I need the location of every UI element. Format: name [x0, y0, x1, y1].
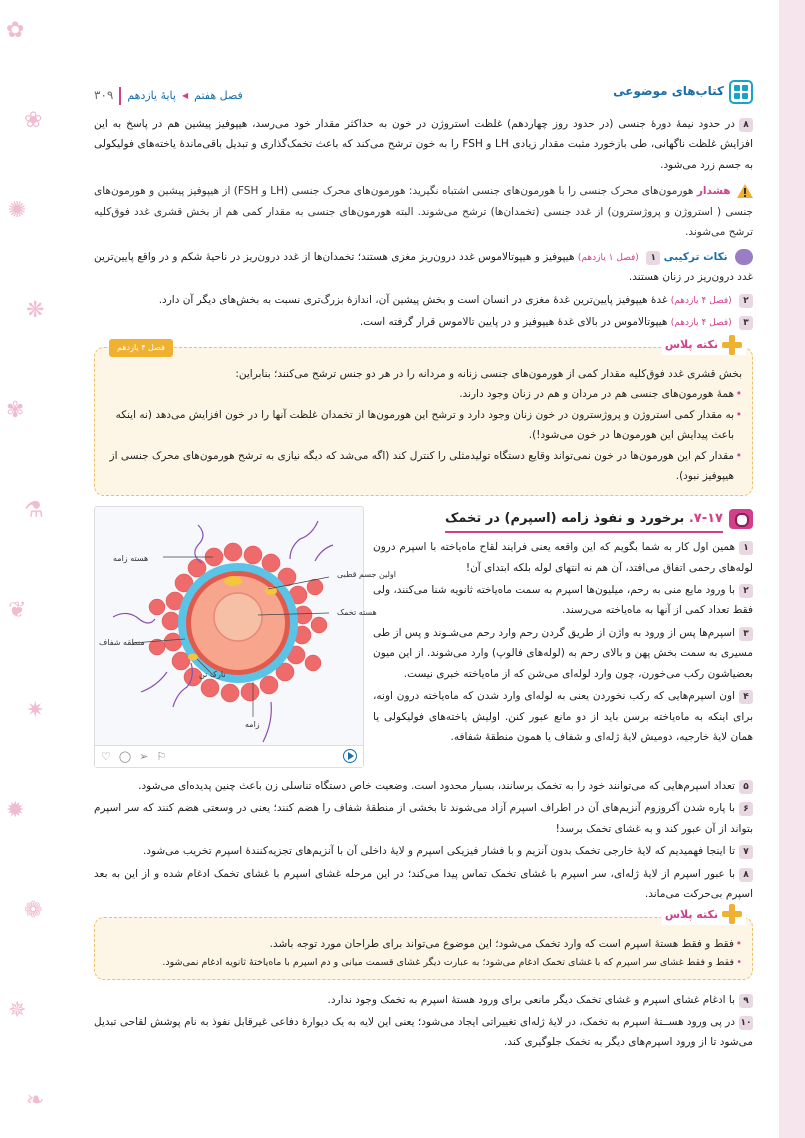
triangle-icon: ◀ — [181, 90, 189, 100]
combo-item — [94, 290, 753, 311]
section-item — [94, 864, 753, 905]
breadcrumb — [94, 84, 243, 107]
fertilization-figure — [94, 506, 396, 768]
combo-item — [94, 247, 753, 288]
page-header — [94, 76, 753, 114]
sperm-head — [188, 653, 198, 660]
plus-note-header — [661, 904, 746, 925]
combo-notes — [94, 247, 753, 333]
plus-note-box — [94, 907, 753, 980]
share-tools — [101, 746, 166, 767]
comment-icon[interactable]: ◯ — [118, 749, 132, 763]
cell-doodle-icon: ✾ — [6, 398, 25, 423]
section-item — [94, 841, 753, 861]
item-number: ۸ — [739, 118, 753, 132]
list-item: • فقط و فقط غشای سر اسپرم که با غشای تخمک ادغام می‌شود؛ به عبارت دیگر غشای قسمت میانی و دم اسپرم با ماه‌یاختهٔ ثانویه ادغام نمی‌شود. — [105, 954, 742, 973]
plus-note-box — [94, 337, 753, 496]
section-item — [94, 776, 753, 796]
grade-label: پایهٔ یازدهم — [127, 88, 176, 102]
star-doodle-icon: ✺ — [8, 198, 27, 223]
combo-item — [94, 312, 753, 333]
play-icon[interactable] — [343, 749, 357, 763]
section-item — [373, 686, 753, 747]
leaf-doodle-icon: ❧ — [26, 1088, 45, 1113]
page-number: ۳۰۹ — [94, 88, 114, 102]
item-number: ۲ — [739, 294, 753, 308]
bookmark-icon[interactable]: ⚐ — [156, 749, 167, 763]
heart-icon[interactable]: ♡ — [101, 749, 111, 763]
item-number: ۱۰ — [740, 1018, 752, 1028]
egg-cell-illustration — [93, 507, 363, 747]
section-heading — [445, 506, 723, 533]
flask-doodle-icon: ⚗ — [24, 498, 44, 523]
item-number: ۳ — [739, 627, 753, 641]
label-egg-nucleus: هسته تخمک — [337, 607, 377, 617]
chapter-ribbon: فصل ۴ یازدهم — [109, 339, 173, 357]
section-number: ۷-۱۷. — [688, 510, 723, 526]
section-item-text: همین اول کار به شما بگویم که این واقعه یعنی فرایند لقاح ماه‌یاخته با اسپرم درون لوله‌های رحمی اتفاق می‌افتد، آن هم نه انتهای لوله بلکه ابتدای آن! — [373, 541, 753, 574]
section-item-text: اون اسپرم‌هایی که رکب نخوردن یعنی به لوله‌ای وارد شدن که ماه‌یاخته درون اونه، برای اینکه به ماه‌یاخته برسن باید از دو مانع عبور کنن. اولیش یاخته‌های فولیکولی یا همان لایهٔ خارجیه، دومیش لایهٔ ژله‌ای و شفاف یا همون منطقهٔ شفافه. — [373, 690, 753, 744]
send-icon[interactable]: ➢ — [139, 749, 149, 763]
section-item-text: تعداد اسپرم‌هایی که می‌توانند خود را به تخمک برسانند، بسیار محدود است. وضعیت خاص دستگاه تناسلی زن باعث چنین پدیده‌ای می‌شود. — [138, 779, 735, 792]
section-item-text: با ورود مایع منی به رحم، میلیون‌ها اسپرم به سمت ماه‌یاخته ثانویه شنا می‌کنند، ولی فقط تعداد کمی از آنها به ماه‌یاخته می‌رسند. — [373, 584, 753, 617]
virus-doodle-icon: ✹ — [6, 798, 25, 823]
warning-text: هورمون‌های محرک جنسی را با هورمون‌های جنسی اشتباه نگیرید: هورمون‌های محرک جنسی (LH و FSH) از هیپوفیز پیشین و هورمون‌های جنسی ( استروژن و پروژسترون) از غدد جنسی (تخمدان‌ها) ترشح می‌شوند. البته هورمون‌های جنسی به مقدار کمی هم از بخش قشری غدد فوق‌کلیه ترشح می‌شوند. — [94, 185, 753, 239]
plus-note-label: نکته پلاس — [664, 907, 718, 921]
brand — [613, 80, 753, 104]
section-item — [94, 990, 753, 1010]
egg-nucleus — [214, 593, 262, 641]
section-item-text: در پی ورود هســتهٔ اسپرم به تخمک، در لایهٔ ژله‌ای تغییراتی ایجاد می‌شود؛ یعنی این لایه به یک دیوارهٔ دفاعی غیرقابل نفوذ به نام پوشش لقاحی تبدیل می‌شود تا از ورود اسپرم‌های دیگر به تخمک جلوگیری کند. — [94, 1016, 753, 1049]
continued-items — [94, 776, 753, 905]
item-number: ۵ — [739, 780, 753, 794]
warning-tag: هشدار — [696, 185, 731, 198]
label-tail: تارک تن — [199, 669, 226, 679]
page-edge-strip — [779, 0, 805, 1138]
section-item — [94, 1012, 753, 1053]
intro-text: در حدود نیمهٔ دورهٔ جنسی (در حدود روز چهاردهم) غلظت استروژن در خون به حداکثر مقدار خود می‌رسد، هیپوفیز پیشین هم در پاسخ به این افزایش غلظت ناگهانی، طی بازخورد مثبت مقدار زیادی LH و FSH را به خون ترشح می‌کند که باعث تخمک‌گذاری و تبدیل باقی‌ماندهٔ یاخته‌های فولیکولی به جسم زرد می‌شود. — [94, 118, 753, 171]
section-title — [373, 506, 753, 533]
section-item-text: اسپرم‌ها پس از ورود به واژن از طریق گردن رحم وارد رحم می‌شـوند و پس از طی مسیری به سمت بخش پهن و بالای رحم به (لوله‌های فالوپ) وارد می‌شوند. از این میون بعضیاشون رکب می‌خورن، چون وارد لوله‌ای می‌شن که از ماه‌یاخته خبری نیست. — [373, 626, 753, 680]
combo-title: نکات ترکیبی — [663, 250, 728, 263]
book-grid-icon — [729, 80, 753, 104]
plus-note-list — [105, 384, 742, 486]
list-item: • فقط و فقط هستهٔ اسپرم است که وارد تخمک می‌شود؛ این موضوع می‌تواند برای طراحان مورد توجه باشد. — [105, 934, 742, 954]
plus-note-lead: بخش قشری غدد فوق‌کلیه مقدار کمی از هورمون‌های جنسی زنانه و مردانه را در هر دو جنس ترشح می‌کنند؛ بنابراین: — [235, 367, 742, 380]
item-number: ۱ — [646, 251, 660, 265]
page-content — [94, 76, 753, 1055]
polar-body — [224, 576, 242, 586]
intro-paragraph — [94, 114, 753, 175]
item-number: ۱ — [739, 541, 753, 555]
chapter-chip: (فصل ۴ یازدهم) — [670, 318, 732, 329]
warning-note — [94, 181, 753, 242]
section-text — [373, 506, 753, 750]
section-item-text: با ادغام غشای اسپرم و غشای تخمک دیگر مانعی برای ورود هستهٔ اسپرم به تخمک وجود ندارد. — [327, 993, 735, 1006]
flower-doodle-icon: ❁ — [24, 898, 43, 923]
section-title-text: برخورد و نفوذ زامه (اسپرم) در تخمک — [445, 510, 685, 526]
sparkle-doodle-icon: ✷ — [26, 698, 45, 723]
brand-title: کتاب‌های موضوعی — [613, 84, 724, 99]
label-polar-body: اولین جسم قطبی — [337, 569, 396, 579]
item-number: ۷ — [739, 845, 753, 859]
item-number: ۳ — [739, 316, 753, 330]
label-zona: منطقه شفاف — [99, 637, 145, 647]
section-item — [373, 537, 753, 578]
leaf-doodle-icon: ❦ — [8, 598, 27, 623]
combo-text: هیپوفیز و هیپوتالاموس غدد درون‌ریز مغزی هستند؛ تخمدان‌ها از غدد درون‌ریز در ناحیهٔ شکم و در واقع پایین‌ترین غدد درون‌ریز در زنان هستند. — [94, 250, 753, 284]
label-sperm-nucleus: هسته زامه — [113, 553, 149, 563]
combo-text: هیپوتالاموس در بالای غدهٔ هیپوفیز و در پایین تالاموس قرار گرفته است. — [359, 316, 668, 329]
section-item-text: با عبور اسپرم از لایهٔ ژله‌ای، سر اسپرم با غشای تخمک تماس پیدا می‌کند؛ در این مرحله غشای اسپرم با غشای تخمک ادغام شده و از این به بعد اسپرم بی‌حرکت می‌ماند. — [94, 867, 753, 901]
item-number: ۶ — [739, 802, 753, 816]
camera-icon — [729, 509, 753, 529]
combo-text: غدهٔ هیپوفیز پایین‌ترین غدهٔ مغزی در انسان است و بخش پیشین آن، اندازهٔ بزرگ‌تری نسبت به بخش‌های دیگر آن دارد. — [158, 293, 668, 306]
plus-note-list — [105, 934, 742, 973]
dna-doodle-icon: ✿ — [6, 18, 25, 43]
warning-triangle-icon — [737, 184, 753, 198]
divider — [119, 87, 121, 105]
chapter-chip: (فصل ۴ یازدهم) — [670, 295, 732, 306]
section-item — [94, 798, 753, 839]
chapter-label: فصل هفتم — [194, 88, 243, 102]
plus-note-header — [661, 334, 746, 355]
plus-icon — [722, 335, 742, 355]
flower-doodle-icon: ❀ — [24, 108, 43, 133]
link-icon — [735, 249, 753, 265]
fertilization-section — [94, 506, 753, 772]
star-doodle-icon: ✵ — [8, 998, 27, 1023]
list-item: • همهٔ هورمون‌های جنسی هم در مردان و هم در زنان وجود دارند. — [105, 384, 742, 404]
list-item: • مقدار کم این هورمون‌ها در خون نمی‌تواند وقایع دستگاه تولیدمثلی را کنترل کند (اگه می‌شد که دیگه نیازی به ترشح هورمون‌های محرک جنسی از هیپوفیز نبود). — [105, 446, 742, 487]
molecule-doodle-icon: ❋ — [26, 298, 45, 323]
item-number: ۸ — [739, 868, 753, 882]
page-margin-decoration — [0, 0, 60, 1138]
plus-note-label: نکته پلاس — [664, 337, 718, 351]
final-items — [94, 990, 753, 1053]
list-item: • به مقدار کمی استروژن و پروژسترون در خون زنان وجود دارد و ترشح این هورمون‌ها از تخمدان غلظت آنها را در خون افزایش می‌دهد (نه اینکه باعث پیدایش این هورمون‌ها در خون می‌شود!). — [105, 405, 742, 446]
section-item — [373, 623, 753, 684]
item-number: ۹ — [739, 994, 753, 1008]
figure-toolbar — [95, 745, 363, 767]
plus-icon — [722, 904, 742, 924]
item-number: ۴ — [739, 690, 753, 704]
section-item-text: تا اینجا فهمیدیم که لایهٔ خارجی تخمک بدون آنزیم و با فشار فیزیکی اسپرم و لایهٔ داخلی آن با آنزیم‌های تجزیه‌کنندهٔ اسپرم تخریب می‌شود. — [142, 845, 735, 858]
label-sperm: زامه — [245, 719, 260, 729]
section-item-text: با پاره شدن آکروزوم آنزیم‌های آن در اطراف اسپرم آزاد می‌شوند تا بخشی از منطقهٔ شفاف را هضم کنند؛ یعنی در وسعتی هضم کنند که سر اسپرم بتواند از آن عبور کند و به غشای تخمک برسد! — [94, 802, 753, 835]
chapter-chip: (فصل ۱ یازدهم) — [577, 252, 639, 263]
section-item — [373, 580, 753, 621]
item-number: ۲ — [739, 584, 753, 598]
